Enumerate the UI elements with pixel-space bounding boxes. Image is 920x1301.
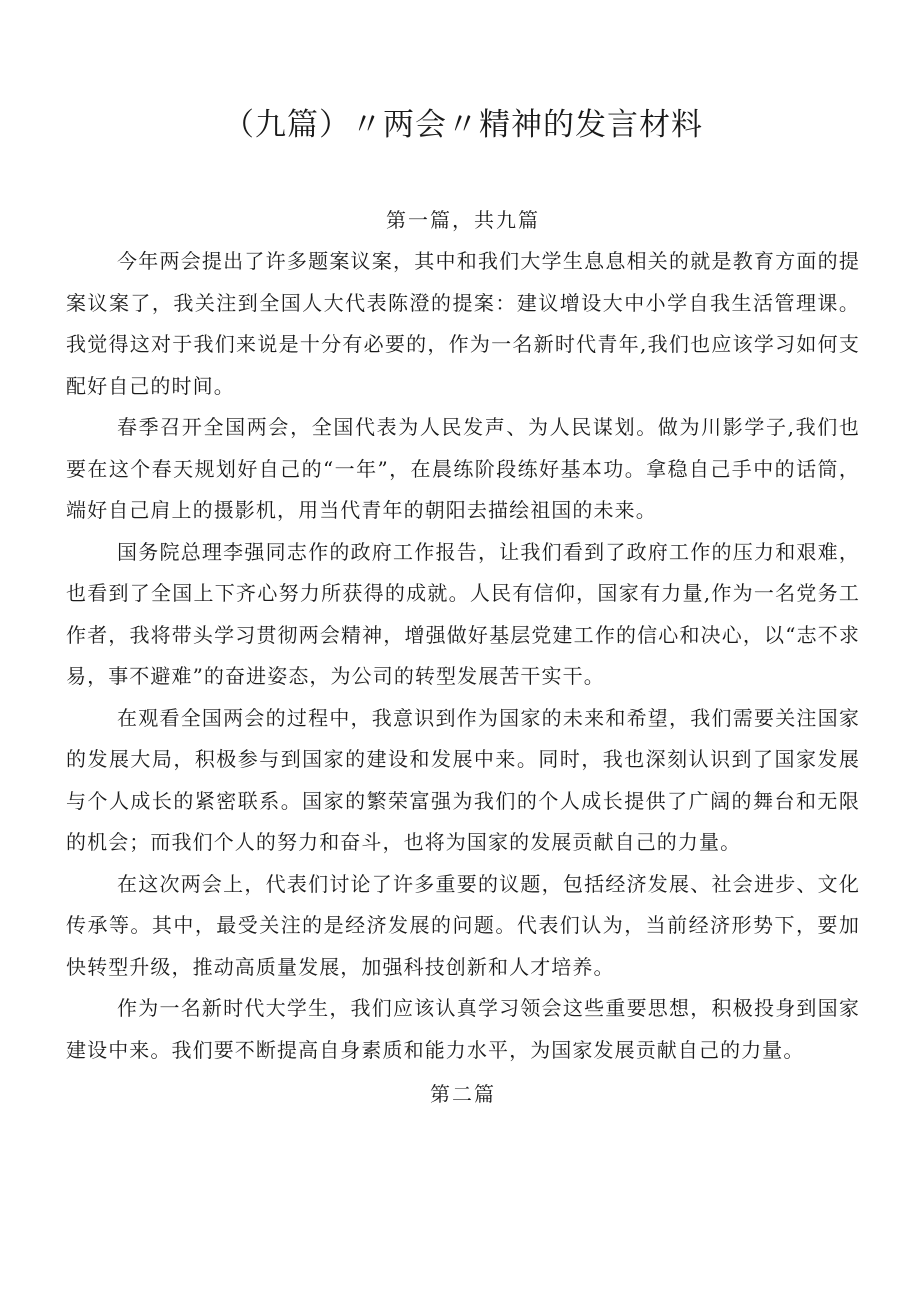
paragraph: 春季召开全国两会，全国代表为人民发声、为人民谋划。做为川影学子,我们也要在这个春天规划好自己的“一年”，在晨练阶段练好基本功。拿稳自己手中的话筒，端好自己肩上的摄影机，用当代青年的朝阳去描绘祖国的未来。 xyxy=(66,415,860,522)
section-heading-1: 第一篇，共九篇 xyxy=(386,208,540,232)
document-title: （九篇）〃两会〃精神的发言材料 xyxy=(223,107,703,143)
paragraph: 今年两会提出了许多题案议案，其中和我们大学生息息相关的就是教育方面的提案议案了，我关注到全国人大代表陈澄的提案：建议增设大中小学自我生活管理课。我觉得这对于我们来说是十分有必要的，作为一名新时代青年,我们也应该学习如何支配好自己的时间。 xyxy=(66,249,860,398)
document-body xyxy=(66,241,860,1071)
paragraph: 在观看全国两会的过程中，我意识到作为国家的未来和希望，我们需要关注国家的发展大局，积极参与到国家的建设和发展中来。同时，我也深刻认识到了国家发展与个人成长的紧密联系。国家的繁荣富强为我们的个人成长提供了广阔的舞台和无限的机会；而我们个人的努力和奋斗，也将为国家的发展贡献自己的力量。 xyxy=(66,705,860,854)
paragraph: 国务院总理李强同志作的政府工作报告，让我们看到了政府工作的压力和艰难，也看到了全国上下齐心努力所获得的成就。人民有信仰，国家有力量,作为一名党务工作者，我将带头学习贯彻两会精神，增强做好基层党建工作的信心和决心，以“志不求易，事不避难”的奋进姿态，为公司的转型发展苦干实干。 xyxy=(66,539,860,688)
paragraph: 在这次两会上，代表们讨论了许多重要的议题，包括经济发展、社会进步、文化传承等。其中，最受关注的是经济发展的问题。代表们认为，当前经济形势下，要加快转型升级，推动高质量发展，加强科技创新和人才培养。 xyxy=(66,871,860,979)
paragraph: 作为一名新时代大学生，我们应该认真学习领会这些重要思想，积极投身到国家建设中来。我们要不断提高自身素质和能力水平，为国家发展贡献自己的力量。 xyxy=(66,996,860,1062)
section-heading-2: 第二篇 xyxy=(430,1082,496,1106)
